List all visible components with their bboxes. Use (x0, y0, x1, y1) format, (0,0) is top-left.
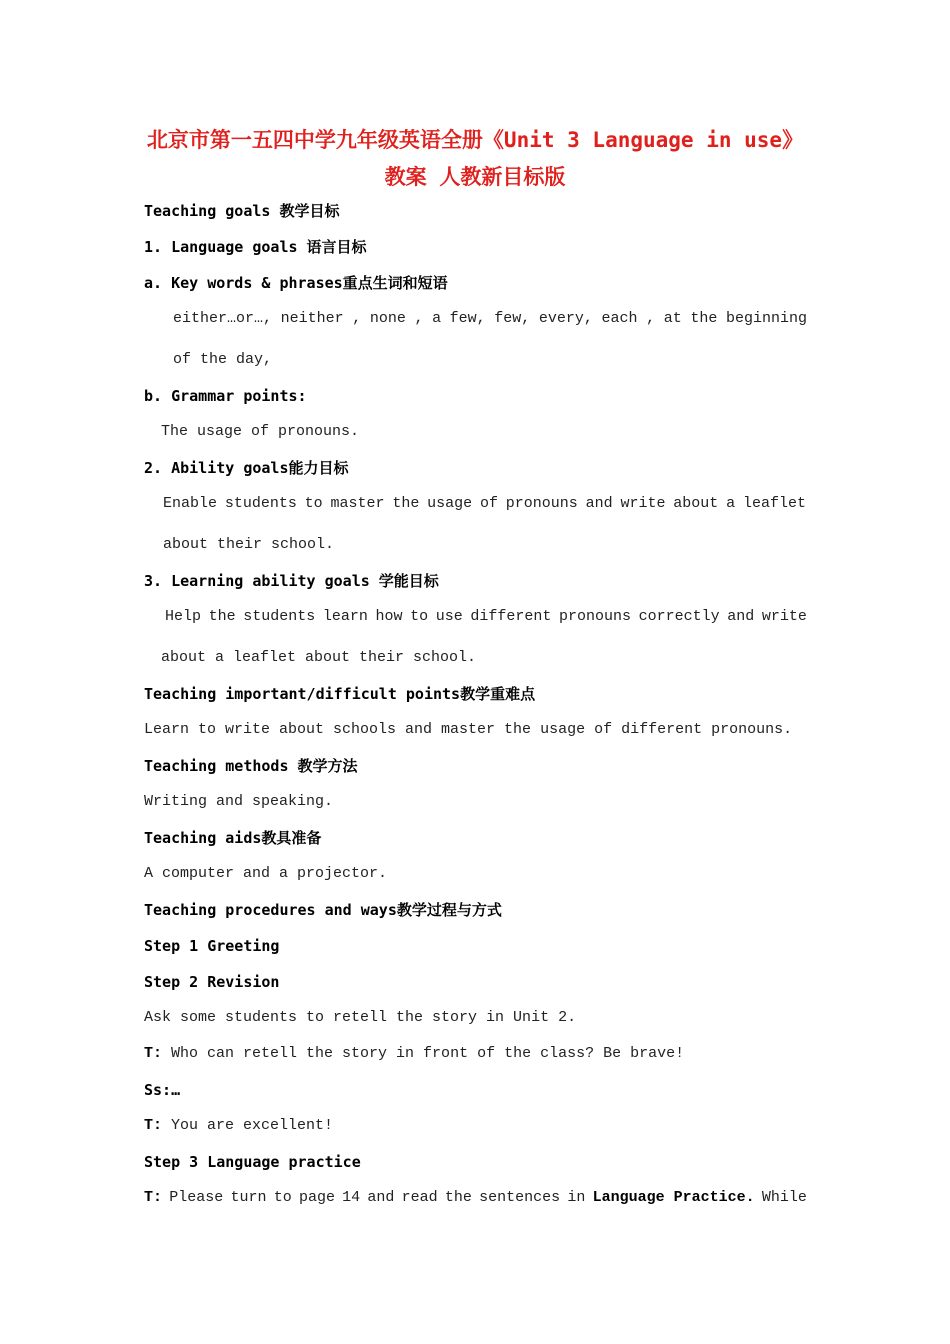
word: , (414, 310, 424, 327)
language-goals-heading: 1. Language goals 语言目标 (144, 238, 367, 256)
dialogue-students: Ss:… (144, 1081, 181, 1099)
word: beginning (725, 310, 807, 327)
word: While (761, 1189, 807, 1206)
dialogue-text: Who can retell the story in front of the class? Be brave! (162, 1045, 685, 1062)
word: every, (538, 310, 593, 327)
word: different (470, 608, 552, 625)
word: Please (169, 1189, 224, 1206)
procedures-heading: Teaching procedures and ways教学过程与方式 (144, 901, 502, 919)
word: and (727, 608, 755, 625)
word: Help (165, 608, 202, 625)
word: students (243, 608, 316, 625)
word: turn (230, 1189, 267, 1206)
word: use (435, 608, 463, 625)
word: neither (280, 310, 344, 327)
word: to (410, 608, 429, 625)
word: pronouns (559, 608, 632, 625)
important-points-text: Learn to write about schools and master the usage of different pronouns. (144, 721, 793, 738)
word: page (298, 1189, 335, 1206)
document-title-line1: 北京市第一五四中学九年级英语全册《Unit 3 Language in use》 (146, 128, 804, 152)
teaching-goals-heading: Teaching goals 教学目标 (144, 202, 340, 220)
step2-text: Ask some students to retell the story in Unit 2. (144, 1009, 577, 1026)
word: sentences (479, 1189, 561, 1206)
word: how (375, 608, 403, 625)
key-words-heading: a. Key words & phrases重点生词和短语 (144, 274, 448, 292)
word: read (401, 1189, 438, 1206)
word: none (369, 310, 406, 327)
step1-heading: Step 1 Greeting (144, 937, 280, 955)
grammar-text: The usage of pronouns. (161, 423, 360, 440)
dialogue-teacher-2 (144, 1116, 333, 1136)
word: 14 (342, 1189, 361, 1206)
word: the (208, 608, 236, 625)
speaker-label: T: (144, 1045, 163, 1062)
key-words-line2: of the day, (173, 351, 273, 368)
step2-heading: Step 2 Revision (144, 973, 280, 991)
word: in (567, 1189, 586, 1206)
word: Enable (163, 495, 218, 512)
key-words-line1 (173, 309, 807, 329)
grammar-heading: b. Grammar points: (144, 387, 307, 405)
word: the (444, 1189, 472, 1206)
word: pronouns (505, 495, 578, 512)
word: each (601, 310, 638, 327)
section-reference: Language Practice. (592, 1189, 755, 1206)
word: learn (322, 608, 368, 625)
ability-line1 (163, 494, 806, 514)
word: usage (427, 495, 473, 512)
word: at (663, 310, 682, 327)
word: either…or…, (173, 310, 273, 327)
word: write (761, 608, 807, 625)
document-title-line2: 教案 人教新目标版 (384, 165, 566, 189)
ability-line2: about their school. (163, 536, 335, 553)
aids-heading: Teaching aids教具准备 (144, 829, 322, 847)
word: about (673, 495, 719, 512)
word: to (273, 1189, 292, 1206)
methods-heading: Teaching methods 教学方法 (144, 757, 358, 775)
dialogue-teacher-1 (144, 1044, 684, 1064)
word: and (585, 495, 613, 512)
word: the (690, 310, 718, 327)
learning-line1 (165, 607, 807, 627)
word: , (646, 310, 656, 327)
word: correctly (638, 608, 720, 625)
step3-heading: Step 3 Language practice (144, 1153, 361, 1171)
learning-ability-heading: 3. Learning ability goals 学能目标 (144, 572, 439, 590)
learning-line2: about a leaflet about their school. (161, 649, 477, 666)
word: few, (449, 310, 486, 327)
dialogue-teacher-3 (144, 1188, 807, 1208)
word: the (392, 495, 420, 512)
ability-goals-heading: 2. Ability goals能力目标 (144, 459, 349, 477)
word: a (726, 495, 736, 512)
methods-text: Writing and speaking. (144, 793, 334, 810)
word: write (620, 495, 666, 512)
speaker-label: T: (144, 1117, 163, 1134)
word: , (352, 310, 362, 327)
speaker-label: T: (144, 1189, 163, 1206)
dialogue-text: You are excellent! (162, 1117, 334, 1134)
word: master (330, 495, 385, 512)
word: of (479, 495, 498, 512)
word: a (432, 310, 442, 327)
word: students (224, 495, 297, 512)
word: leaflet (742, 495, 806, 512)
word: and (367, 1189, 395, 1206)
aids-text: A computer and a projector. (144, 865, 388, 882)
word: to (304, 495, 323, 512)
word: few, (494, 310, 531, 327)
important-points-heading: Teaching important/difficult points教学重难点 (144, 685, 536, 703)
